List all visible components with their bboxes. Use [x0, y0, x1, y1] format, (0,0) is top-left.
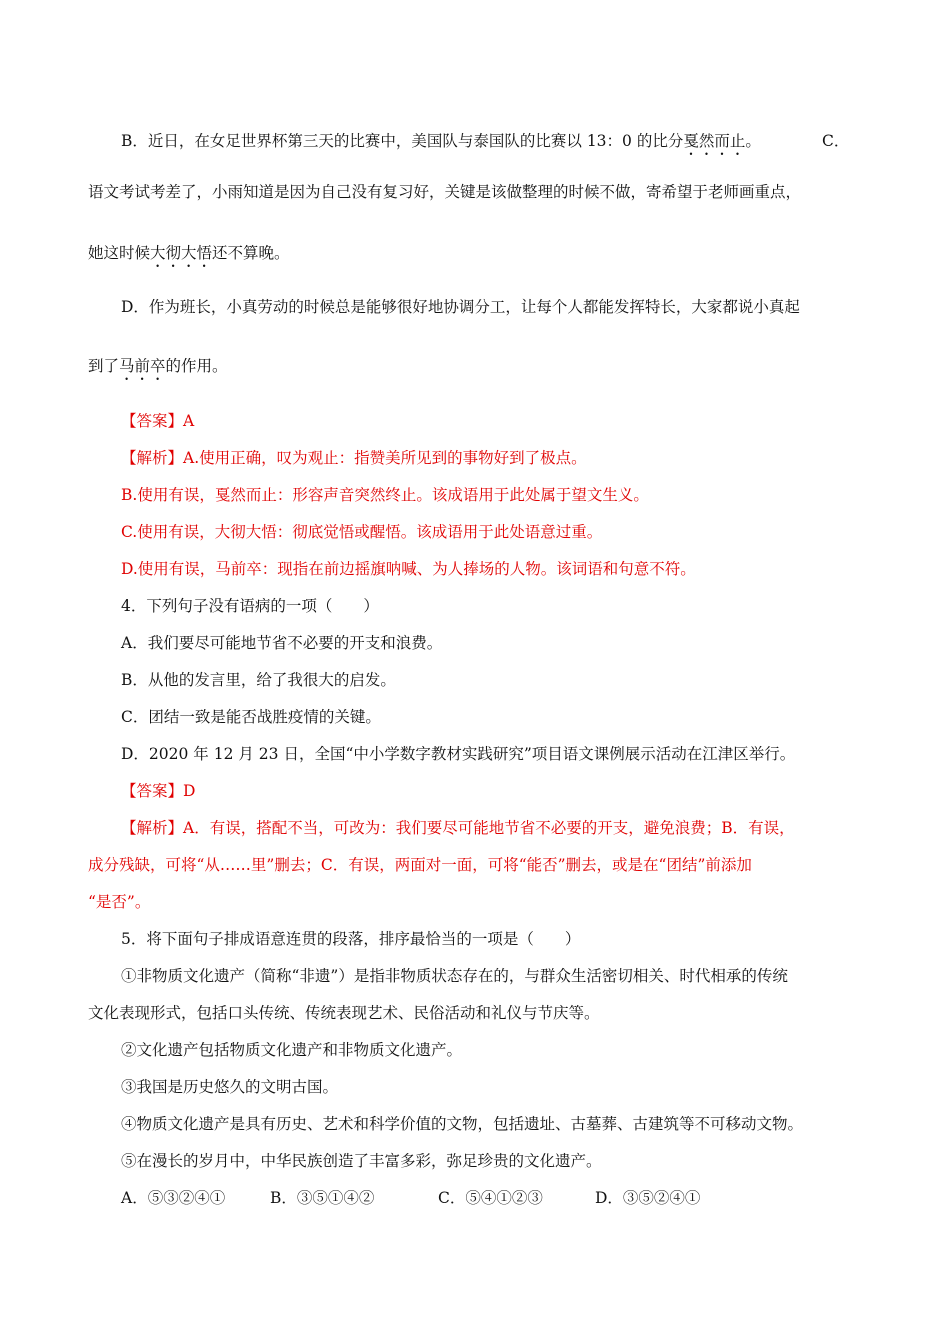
q5-choice-d: D．③⑤②④① — [595, 1189, 701, 1207]
q3-option-d-phrase: 马前卒 — [119, 357, 166, 375]
q3-option-c-label: C． — [822, 132, 850, 150]
q3-option-c-idiom: 大彻大悟 — [150, 244, 213, 262]
q3-option-b-idiom: 戛然而止 — [683, 132, 746, 150]
q5-choice-b: B．③⑤①④② — [270, 1189, 375, 1207]
q5-choice-c: C．⑤④①②③ — [438, 1189, 543, 1207]
q3-option-b-text: B．近日，在女足世界杯第三天的比赛中，美国队与泰国队的比赛以 13：0 的比分戛然而止。 — [121, 132, 761, 150]
q5-choice-a: A．⑤③②④① — [121, 1189, 226, 1207]
